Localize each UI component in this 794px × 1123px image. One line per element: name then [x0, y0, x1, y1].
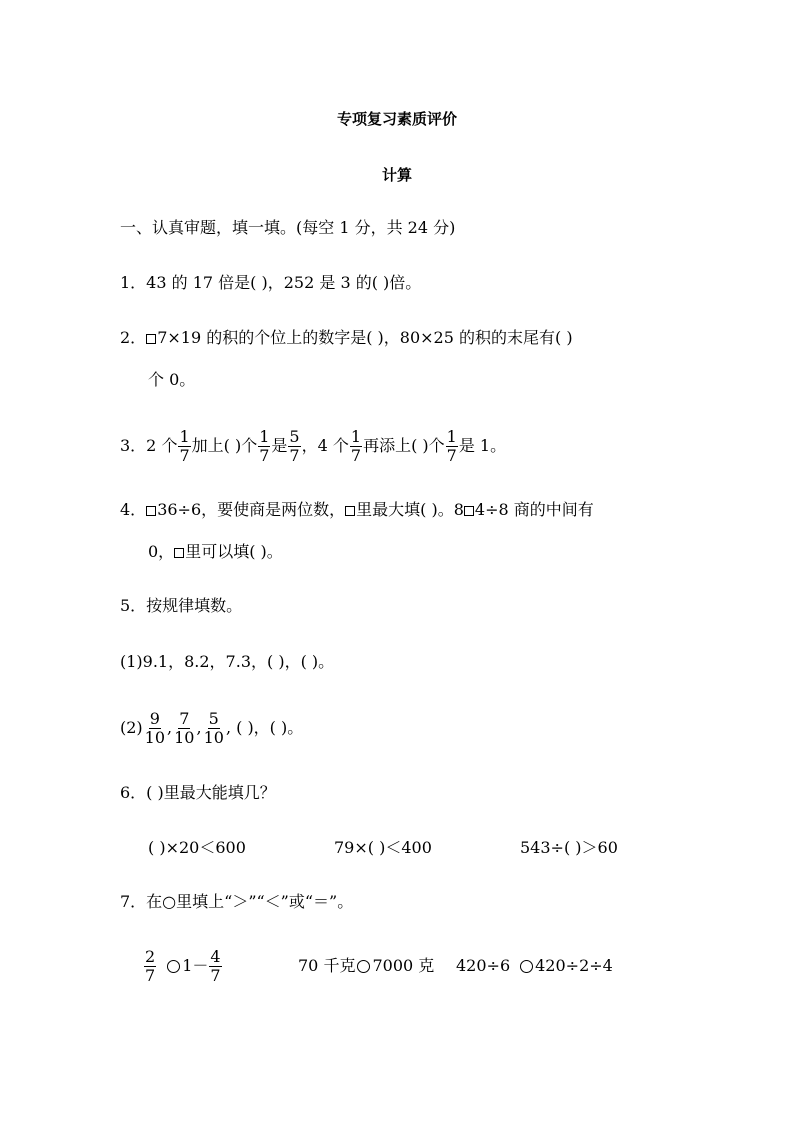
question-text: 420÷2÷4 [535, 956, 613, 975]
question-2 [120, 328, 573, 348]
question-7-item-3 [456, 956, 613, 976]
question-5: 5．按规律填数。 [120, 596, 243, 615]
fraction: $\frac{9}{10}$ [144, 709, 166, 747]
fraction: $\frac{1}{7}$ [179, 427, 190, 465]
question-text: 1－ [182, 956, 209, 975]
fraction: $\frac{1}{7}$ [446, 427, 457, 465]
page-subtitle: 计算 [381, 166, 412, 184]
fraction: $\frac{7}{10}$ [174, 709, 195, 747]
blank-square-icon [146, 506, 156, 516]
question-4 [120, 500, 594, 520]
question-number: 2． [120, 328, 147, 347]
question-text: 7×19 的积的个位上的数字是( )，80×25 的积的末尾有( ) [157, 328, 573, 347]
fraction: $\frac{1}{7}$ [259, 427, 270, 465]
question-4-continued [148, 542, 283, 562]
compare-circle-icon [520, 960, 533, 973]
question-text: 420÷6 [456, 956, 511, 975]
page-title: 专项复习素质评价 [336, 110, 457, 128]
fraction: $\frac{5}{10}$ [203, 709, 224, 747]
question-2-continued: 个 0。 [148, 370, 196, 389]
question-text: 0， [148, 542, 175, 561]
question-text: 加上( )个 [191, 436, 258, 455]
question-text: 里最大填( )。8 [356, 500, 464, 519]
question-text: 4÷8 商的中间有 [474, 500, 594, 519]
question-7: 7．在○里填上“＞”“＜”或“＝”。 [120, 892, 354, 911]
question-7-item-1 [143, 944, 223, 988]
question-text: , ( )，( )。 [225, 718, 304, 737]
compare-circle-icon [357, 960, 370, 973]
fraction: $\frac{5}{7}$ [289, 427, 300, 465]
compare-circle-icon [167, 960, 180, 973]
question-text: (2) [120, 718, 143, 737]
question-6-item-2: 79×( )＜400 [334, 838, 432, 857]
blank-square-icon [464, 506, 474, 516]
question-5-part-2 [120, 706, 303, 750]
fraction: $\frac{2}{7}$ [145, 947, 156, 985]
question-text: 7000 克 [372, 956, 435, 975]
question-text: ，4 个 [301, 436, 349, 455]
blank-square-icon [345, 506, 355, 516]
question-text: 是 [271, 436, 288, 455]
question-text: 是 1。 [458, 436, 507, 455]
question-5-part-1: (1)9.1，8.2，7.3，( )，( )。 [120, 652, 335, 671]
question-6-item-1: ( )×20＜600 [148, 838, 246, 857]
question-6-item-3: 543÷( )＞60 [520, 838, 618, 857]
question-1: 1．43 的 17 倍是( )，252 是 3 的( )倍。 [120, 273, 422, 292]
blank-square-icon [174, 548, 184, 558]
question-6: 6．( )里最大能填几？ [120, 783, 276, 802]
separator: , [196, 718, 202, 737]
section-heading: 一、认真审题，填一填。(每空 1 分，共 24 分) [120, 218, 456, 237]
separator: , [167, 718, 173, 737]
question-text: 3．2 个 [120, 436, 178, 455]
fraction: $\frac{4}{7}$ [210, 947, 221, 985]
question-text: 再添上( )个 [363, 436, 445, 455]
question-7-item-2 [298, 956, 434, 976]
question-text: 70 千克 [298, 956, 356, 975]
fraction: $\frac{1}{7}$ [350, 427, 362, 465]
question-text: 36÷6，要使商是两位数， [157, 500, 346, 519]
question-number: 4． [120, 500, 147, 519]
question-3 [120, 424, 506, 468]
question-text: 里可以填( )。 [185, 542, 283, 561]
blank-square-icon [146, 334, 156, 344]
